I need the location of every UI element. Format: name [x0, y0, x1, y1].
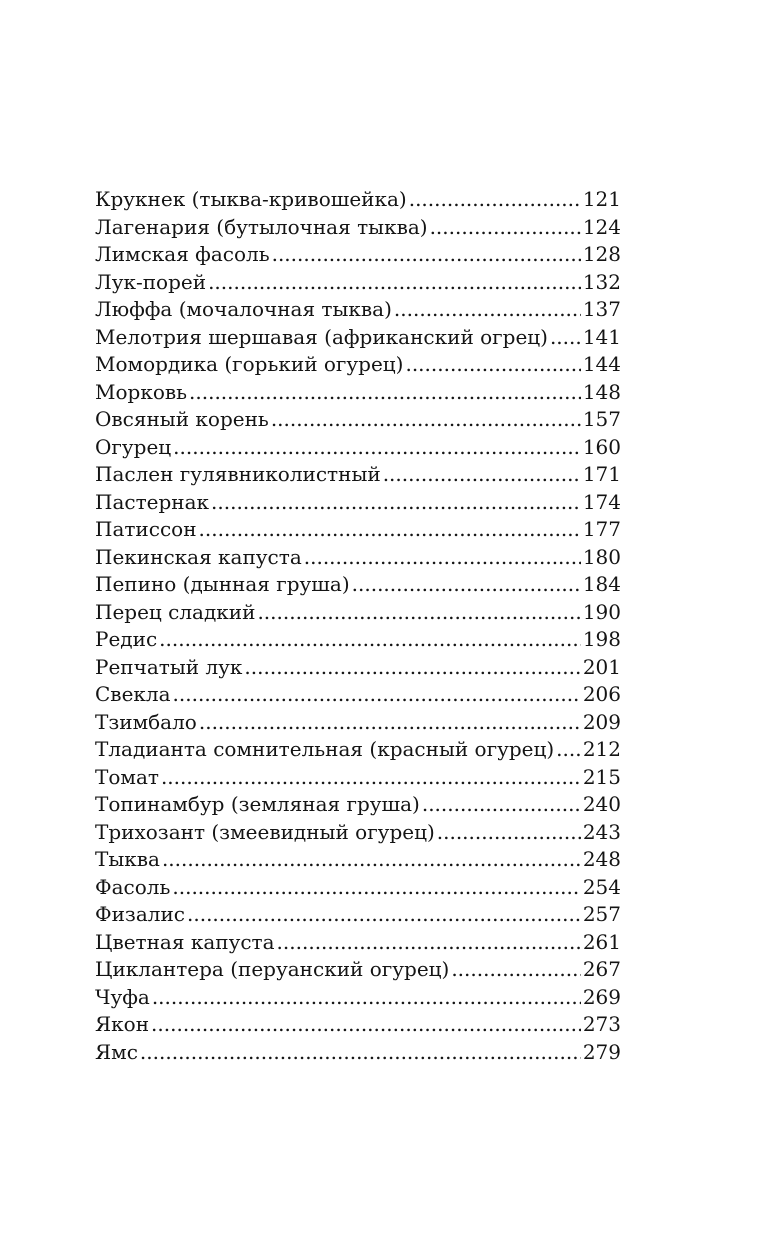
toc-entry-page-number: 180 [582, 544, 621, 569]
toc-entry [95, 1011, 621, 1039]
toc-entry [95, 1039, 621, 1067]
toc-entry-title: Морковь [95, 379, 188, 404]
toc-entry-page-number: 261 [582, 929, 621, 954]
toc-entry-page-number: 132 [582, 269, 621, 294]
toc-entry-page-number: 121 [582, 187, 621, 211]
toc-entry-page-number: 240 [582, 792, 621, 816]
toc-entry [95, 846, 621, 874]
toc-entry [95, 571, 621, 599]
dot-leader [244, 654, 580, 682]
toc-entry-title: Репчатый лук [95, 654, 243, 679]
toc-entry [95, 379, 621, 407]
dot-leader [437, 819, 581, 847]
dot-leader [162, 846, 581, 874]
toc-entry [95, 186, 621, 214]
dot-leader [271, 406, 581, 434]
toc-entry-title: Циклантера (перуанский огурец) [95, 957, 450, 981]
table-of-contents [95, 186, 621, 1066]
toc-entry [95, 406, 621, 434]
dot-leader [152, 984, 581, 1012]
toc-entry-title: Паслен гулявниколистный [95, 462, 381, 486]
dot-leader [199, 516, 581, 544]
toc-entry-page-number: 128 [582, 242, 621, 266]
dot-leader [409, 186, 581, 214]
dot-leader [272, 241, 581, 269]
toc-entry-page-number: 174 [582, 489, 621, 514]
dot-leader [159, 626, 581, 654]
toc-entry-title: Тладианта сомнительная (красный огурец) [95, 737, 555, 761]
toc-entry-title: Пекинская капуста [95, 544, 302, 569]
toc-entry [95, 984, 621, 1012]
toc-entry [95, 296, 621, 324]
toc-entry-page-number: 273 [582, 1012, 621, 1036]
dot-leader [211, 489, 581, 517]
toc-entry-page-number: 157 [582, 407, 621, 431]
dot-leader [430, 214, 581, 242]
dot-leader [208, 269, 581, 297]
toc-entry [95, 544, 621, 572]
dot-leader [187, 901, 581, 929]
toc-entry [95, 461, 621, 489]
toc-entry [95, 654, 621, 682]
toc-entry [95, 489, 621, 517]
toc-entry-page-number: 254 [582, 874, 621, 899]
toc-entry-page-number: 190 [582, 599, 621, 624]
toc-entry-title: Пастернак [95, 489, 210, 514]
toc-entry [95, 819, 621, 847]
toc-entry-title: Ямс [95, 1039, 138, 1064]
toc-entry-title: Чуфа [95, 984, 150, 1009]
dot-leader [405, 351, 580, 379]
dot-leader [451, 956, 580, 984]
toc-entry [95, 764, 621, 792]
toc-entry [95, 214, 621, 242]
toc-entry-title: Тзимбало [95, 709, 197, 734]
toc-entry-page-number: 171 [582, 462, 621, 486]
toc-entry-page-number: 279 [582, 1039, 621, 1064]
dot-leader [257, 599, 580, 627]
toc-entry-page-number: 267 [582, 957, 621, 981]
toc-entry-title: Лимская фасоль [95, 242, 270, 266]
toc-entry [95, 901, 621, 929]
toc-entry [95, 709, 621, 737]
toc-entry-title: Редис [95, 627, 158, 651]
toc-entry [95, 516, 621, 544]
toc-entry-title: Момордика (горький огурец) [95, 352, 404, 376]
toc-entry-title: Свекла [95, 682, 171, 706]
dot-leader [173, 434, 581, 462]
toc-entry-title: Тыква [95, 847, 160, 871]
toc-entry-title: Перец сладкий [95, 599, 256, 624]
toc-entry-page-number: 243 [582, 819, 621, 844]
toc-entry-title: Трихозант (змеевидный огурец) [95, 819, 435, 844]
toc-entry-title: Патиссон [95, 517, 197, 541]
toc-entry [95, 434, 621, 462]
toc-entry-page-number: 209 [582, 709, 621, 734]
toc-entry-page-number: 215 [582, 764, 621, 789]
toc-entry-page-number: 198 [582, 627, 621, 651]
toc-entry-title: Фасоль [95, 874, 171, 899]
dot-leader [394, 296, 581, 324]
toc-entry [95, 324, 621, 352]
toc-entry-page-number: 212 [582, 737, 621, 761]
toc-entry [95, 791, 621, 819]
toc-entry-title: Овсяный корень [95, 407, 269, 431]
dot-leader [161, 764, 581, 792]
toc-entry [95, 351, 621, 379]
toc-entry-page-number: 141 [582, 324, 621, 349]
toc-entry-page-number: 137 [582, 297, 621, 321]
toc-entry-page-number: 257 [582, 902, 621, 926]
dot-leader [189, 379, 581, 407]
toc-entry-title: Крукнек (тыква-кривошейка) [95, 187, 407, 211]
toc-entry-title: Цветная капуста [95, 929, 275, 954]
toc-entry-title: Мелотрия шершавая (африканский огрец) [95, 324, 548, 349]
toc-entry-page-number: 184 [582, 572, 621, 596]
dot-leader [140, 1039, 581, 1067]
dot-leader [199, 709, 581, 737]
toc-entry [95, 956, 621, 984]
toc-entry-page-number: 160 [582, 434, 621, 459]
toc-entry [95, 929, 621, 957]
toc-entry-title: Пепино (дынная груша) [95, 572, 350, 596]
toc-entry-title: Топинамбур (земляная груша) [95, 792, 420, 816]
toc-entry-title: Лук-порей [95, 269, 207, 294]
dot-leader [352, 571, 581, 599]
toc-entry-page-number: 206 [582, 682, 621, 706]
toc-entry [95, 874, 621, 902]
toc-entry-page-number: 201 [582, 654, 621, 679]
toc-entry-title: Огурец [95, 434, 172, 459]
toc-entry-title: Томат [95, 764, 159, 789]
toc-entry [95, 736, 621, 764]
toc-entry-title: Физалис [95, 902, 185, 926]
dot-leader [172, 874, 580, 902]
dot-leader [422, 791, 581, 819]
dot-leader [173, 681, 581, 709]
toc-entry-page-number: 248 [582, 847, 621, 871]
toc-entry-title: Якон [95, 1012, 150, 1036]
dot-leader [550, 324, 581, 352]
toc-entry-title: Лагенария (бутылочная тыква) [95, 214, 428, 239]
toc-entry [95, 626, 621, 654]
toc-entry-page-number: 269 [582, 984, 621, 1009]
dot-leader [556, 736, 581, 764]
toc-entry-page-number: 177 [582, 517, 621, 541]
dot-leader [277, 929, 581, 957]
toc-entry-page-number: 148 [582, 379, 621, 404]
dot-leader [383, 461, 581, 489]
toc-entry-title: Люффа (мочалочная тыква) [95, 297, 392, 321]
dot-leader [151, 1011, 581, 1039]
toc-entry [95, 681, 621, 709]
toc-entry-page-number: 124 [582, 214, 621, 239]
dot-leader [304, 544, 581, 572]
toc-entry [95, 269, 621, 297]
toc-entry [95, 599, 621, 627]
toc-entry-page-number: 144 [582, 352, 621, 376]
toc-entry [95, 241, 621, 269]
